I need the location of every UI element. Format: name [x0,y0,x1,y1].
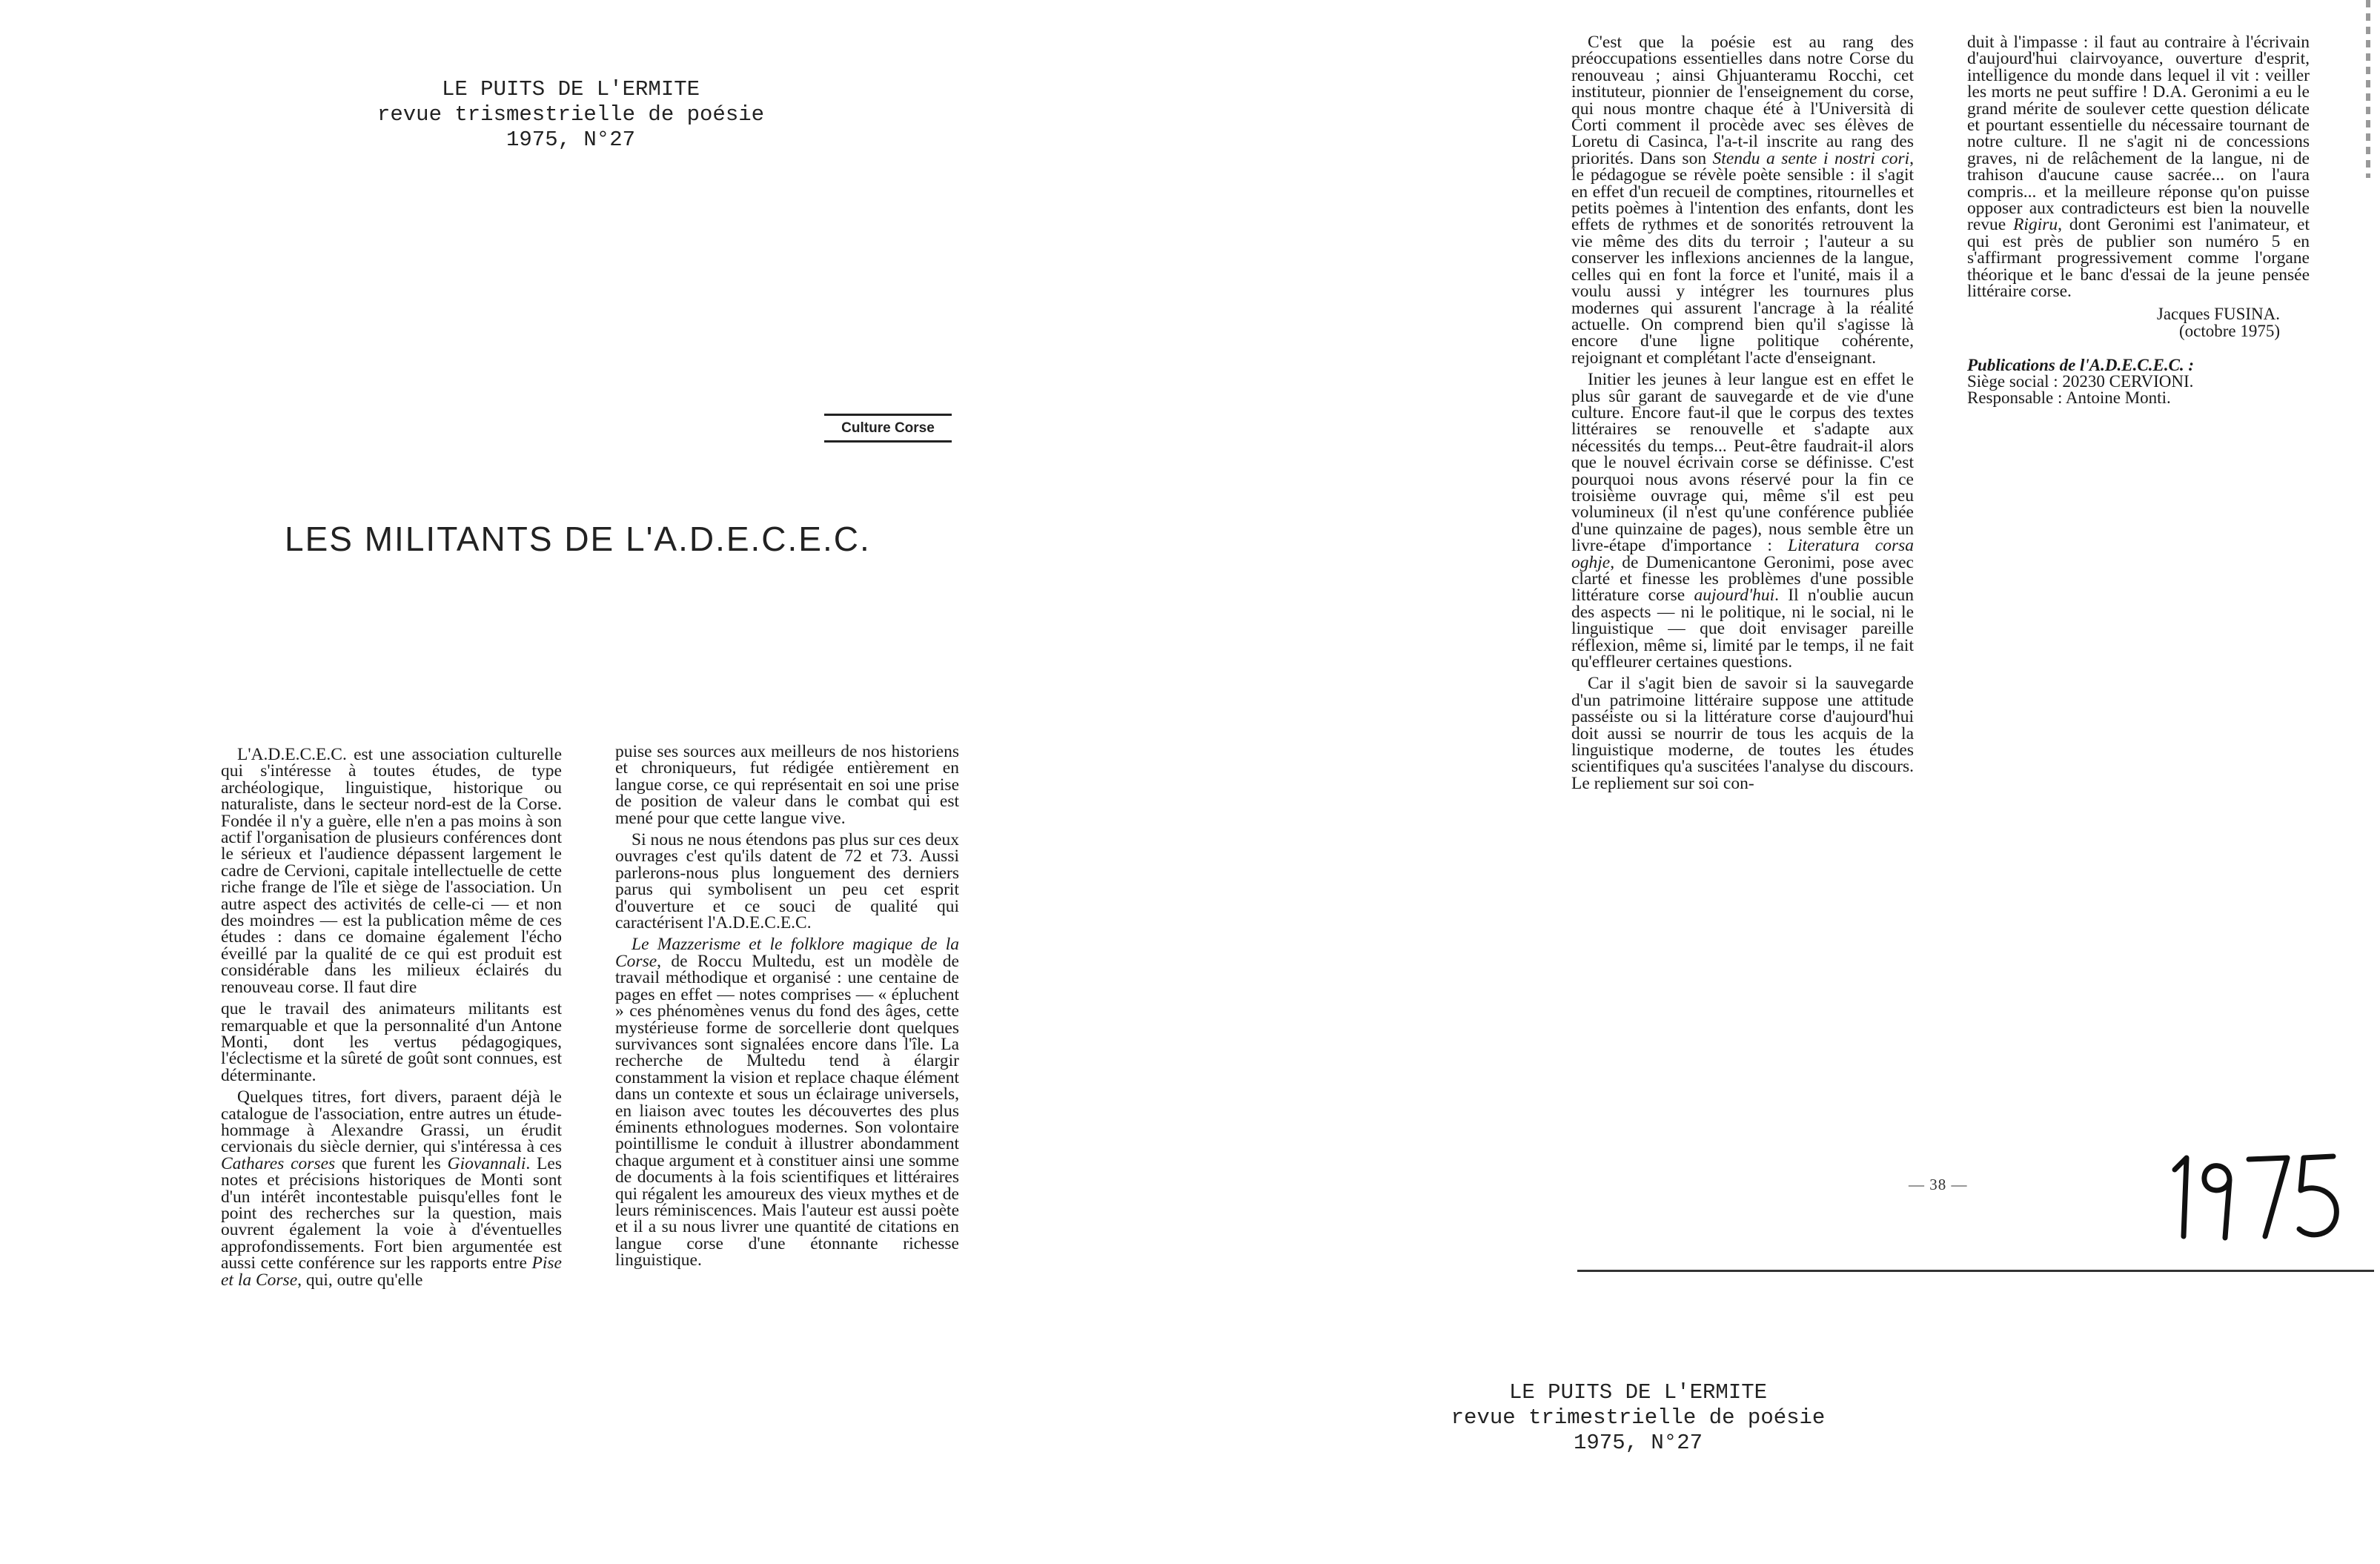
text-column-3 [1571,34,1914,797]
text-column-1 [221,746,562,1293]
paragraph: Quelques titres, fort divers, paraent déjà le catalogue de l'association, entre autres un étude-hommage à Alexandre Grassi, un érudit cervionais du siècle dernier, qui s'intéressa à ces Cathares corses que furent les Giovannali. Les notes et précisions historiques de Monti sont d'un intérêt incontestable puisqu'elles font le point des recherches sur la question, mais ouvrent également la voie à d'éventuelles approfondissements. Fort bien argumentée est aussi cette conférence sur les rapports entre Pise et la Corse, qui, outre qu'elle [221,1087,562,1290]
journal-issue: 1975, N°27 [505,127,636,152]
author-signature [1967,305,2310,339]
journal-header-bottom [1386,1380,1890,1456]
article-title: LES MILITANTS DE L'A.D.E.C.E.C. [285,520,871,558]
paragraph: C'est que la poésie est au rang des préoccupations essentielles dans notre Corse du renouveau ; ainsi Ghjuanteramu Rocchi, cet instituteur, pionnier de l'enseignement du corse, qui nous montre chaque été à l'Università di Corti comment il procède avec ses élèves de Loretu di Casinca, l'a-t-il inscrite au rang des priorités. Dans son Stendu a sente i nostri cori, le pédagogue se révèle poète sensible : il s'agit en effet d'un recueil de comptines, ritournelles et petits poèmes à l'intention des enfants, dont les effets de rythmes et de sonorités retrouvent la vie même des dits du terroir ; l'auteur a su conserver les inflexions anciennes de la langue, celles qui en font la force et l'unité, mais il a voulu aussi y intégrer les tournures plus modernes qui assurent l'ancrage à la réalité actuelle. On comprend bien qu'il s'agisse là encore d'une ligne politique cohérente, rejoignant et complétant l'acte d'enseignant. [1571,33,1914,368]
journal-issue: 1975, N°27 [1573,1431,1703,1455]
journal-subtitle: revue trimestrielle de poésie [1451,1405,1826,1430]
journal-subtitle: revue trismestrielle de poésie [377,102,765,127]
publications-note [1967,357,2310,406]
horizontal-rule [1577,1270,2374,1272]
text-column-2 [615,743,959,1274]
paragraph: Initier les jeunes à leur langue est en effet le plus sûr garant de sauvegarde et de vie d'une culture. Encore faut-il que le corpus des textes littéraires se renouvelle et s'adapte aux nécessités du temps... Peut-être faudrait-il alors que le nouvel écrivain corse se définisse. C'est pourquoi nous avons réservé pour la fin ce troisième ouvrage qui, même s'il est peu volumineux (il n'est qu'une conférence publiée d'une quinzaine de pages), nous semble être un livre-étape d'importance : Literatura corsa oghje, de Dumenicantone Geronimi, pose avec clarté et finesse les problèmes d'une possible littérature corse aujourd'hui. Il n'oublie aucun des aspects — ni le politique, ni le social, ni le linguistique — que doit envisager pareille réflexion, même si, limité par le temps, il ne fait qu'effleurer certaines questions. [1571,370,1914,672]
paragraph: duit à l'impasse : il faut au contraire à l'écrivain d'aujourd'hui clairvoyance, ouverture d'esprit, intelligence du monde dans lequel il vit : veiller les morts ne peut suffire ! D.A. Geronimi a eu le grand mérite de soulever cette question délicate et pourtant essentielle du nécessaire tournant de notre culture. Il ne s'agit ni de concessions graves, ni de relâchement de la langue, ni de trahison d'aucune cause sacrée... on l'aura compris... et la meilleure réponse qu'on puisse opposer aux contradicteurs est bien la nouvelle revue Rigiru, dont Geronimi est l'animateur, et qui est près de publier son numéro 5 en s'affirmant progressivement comme l'organe théorique et le banc d'essai de la jeune pensée littéraire corse. [1967,33,2310,302]
publications-address: Siège social : 20230 CERVIONI. [1967,371,2194,391]
rubric-label: Culture Corse [824,414,952,443]
publications-title: Publications de l'A.D.E.C.E.C. : [1967,355,2195,374]
journal-header-top [348,77,793,153]
scan-edge-mark [2366,0,2370,178]
paragraph: Le Mazzerisme et le folklore magique de la Corse, de Roccu Multedu, est un modèle de travail méthodique et organisé : une centaine de pages en effet — notes comprises — « épluchent » ces phénomènes venus du fond des âges, cette mystérieuse forme de sorcellerie dont quelques survivances sont signalées encore dans l'île. La recherche de Multedu tend à élargir constamment la vision et replace chaque élément dans un contexte et sous un éclairage universels, en liaison avec toutes les découvertes des plus éminents ethnologues modernes. Son volontaire pointillisme le conduit à illustrer abondamment chaque argument et à constituer ainsi une somme de documents à la fois scientifiques et littéraires qui régalent les amoureux des vieux mythes et de leurs réminiscences. Mais l'auteur est aussi poète et il a su nous livrer une quantité de citations en langue corse d'une étonnante richesse linguistique. [615,935,959,1270]
page-number: — 38 — [1909,1176,1968,1193]
author-name: Jacques FUSINA. [2156,304,2280,323]
journal-name: LE PUITS DE L'ERMITE [441,77,700,102]
paragraph: puise ses sources aux meilleurs de nos historiens et chroniqueurs, fut rédigée entièrement en langue corse, ce qui représentait en soi une prise de position de valeur dans le combat qui est mené pour que cette langue vive. [615,742,959,828]
signature-date: (octobre 1975) [2178,321,2280,340]
paragraph: L'A.D.E.C.E.C. est une association culturelle qui s'intéresse à toutes études, de type archéologique, linguistique, historique ou naturaliste, dans le secteur nord-est de la Corse. Fondée il n'y a guère, elle n'en a pas moins à son actif l'organisation de plusieurs conférences dont le sérieux et l'audience dépassent largement le cadre de Cervioni, capitale intellectuelle de cette riche frange de l'île et siège de l'association. Un autre aspect des activités de celle-ci — et non des moindres — est la publication même de ces études : dans ce domaine également l'écho éveillé par la qualité de ce qui est produit est considérable dans les milieux éclairés du renouveau corse. Il faut dire [221,745,562,997]
text-column-4 [1967,34,2310,406]
paragraph: Si nous ne nous étendons pas plus sur ces deux ouvrages c'est qu'ils datent de 72 et 73. Aussi parlerons-nous plus longuement des derniers parus qui symbolisent un peu cet esprit d'ouverture et ce souci de qualité qui caractérisent l'A.D.E.C.E.C. [615,830,959,933]
journal-name: LE PUITS DE L'ERMITE [1508,1380,1768,1405]
handwritten-year-annotation [2161,1141,2354,1245]
publications-responsible: Responsable : Antoine Monti. [1967,388,2171,407]
paragraph: que le travail des animateurs militants est remarquable et que la personnalité d'un Antone Monti, dont les vertus pédagogiques, l'éclectisme et la sûreté de goût sont connues, est déterminante. [221,999,562,1085]
paragraph: Car il s'agit bien de savoir si la sauvegarde d'un patrimoine littéraire suppose une attitude passéiste ou si la littérature corse d'aujourd'hui doit aussi se nourrir de tous les acquis de la linguistique moderne, de toutes les études scientifiques qu'a suscitées l'analyse du discours. Le repliement sur soi con- [1571,674,1914,793]
